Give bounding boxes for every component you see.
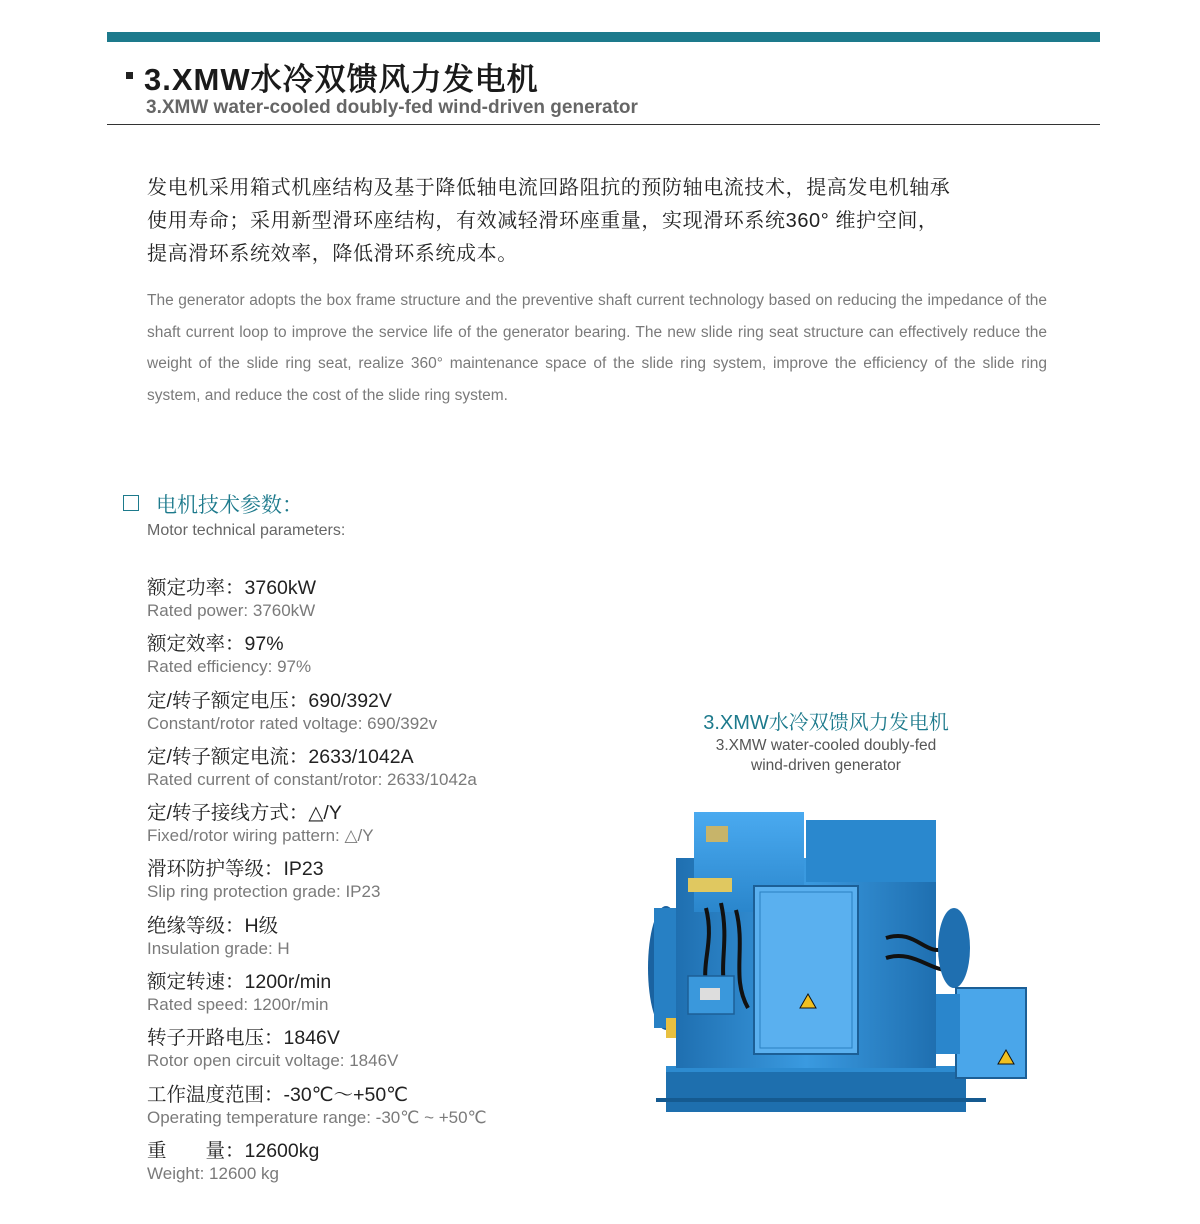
parameter-zh: 额定转速：1200r/min <box>147 971 332 994</box>
parameter-en: Insulation grade: H <box>147 938 290 958</box>
image-caption-en <box>660 736 992 776</box>
parameter-zh: 转子开路电压：1846V <box>147 1027 340 1050</box>
parameter-item <box>147 690 627 746</box>
description-zh-line: 提高滑环系统效率，降低滑环系统成本。 <box>147 243 518 265</box>
parameter-en: Fixed/rotor wiring pattern: △/Y <box>147 826 374 846</box>
section-subtitle: Motor technical parameters: <box>147 522 346 539</box>
square-bullet-icon <box>126 72 133 79</box>
parameter-en: Rated current of constant/rotor: 2633/1042a <box>147 769 477 789</box>
parameter-zh: 定/转子额定电流：2633/1042A <box>147 745 414 768</box>
parameter-item <box>147 971 627 1027</box>
parameter-en: Rated speed: 1200r/min <box>147 995 329 1015</box>
page-title: 3.XMW水冷双馈风力发电机 <box>144 62 539 97</box>
description-zh <box>147 172 1052 271</box>
parameter-item <box>147 577 627 633</box>
parameter-item <box>147 1027 627 1083</box>
square-outline-icon <box>123 495 139 511</box>
description-zh-line: 使用寿命；采用新型滑环座结构，有效减轻滑环座重量，实现滑环系统360° 维护空间， <box>147 210 939 232</box>
generator-photo <box>636 798 1056 1120</box>
parameter-en: Constant/rotor rated voltage: 690/392v <box>147 713 438 733</box>
parameter-en: Rotor open circuit voltage: 1846V <box>147 1051 399 1071</box>
parameter-en: Operating temperature range: -30℃ ~ +50℃ <box>147 1107 487 1127</box>
parameter-zh: 滑环防护等级：IP23 <box>147 858 324 881</box>
parameter-zh: 绝缘等级：H级 <box>147 914 279 937</box>
description-en: The generator adopts the box frame structure and the preventive shaft current technology based on reducing the impedance of the shaft current loop to improve the service life of the generator bearing. The new slide ring seat structure can effectively reduce the weight of the slide ring seat, realize 360° maintenance space of the slide ring system, improve the efficiency of the slide ring system, and reduce the cost of the slide ring system. <box>147 292 1047 404</box>
parameter-item <box>147 633 627 689</box>
parameter-zh: 重 量：12600kg <box>147 1139 320 1162</box>
image-caption-zh: 3.XMW水冷双馈风力发电机 <box>703 712 949 734</box>
parameter-en: Rated efficiency: 97% <box>147 657 312 677</box>
image-caption-en-line: wind-driven generator <box>751 757 901 774</box>
page-subtitle: 3.XMW water-cooled doubly-fed wind-driven generator <box>146 97 638 118</box>
parameter-zh: 工作温度范围：-30℃～+50℃ <box>147 1083 409 1106</box>
parameter-item <box>147 1140 627 1196</box>
header-divider <box>107 124 1100 125</box>
parameter-en: Rated power: 3760kW <box>147 601 316 620</box>
top-accent-bar <box>107 32 1100 42</box>
image-caption-en-line: 3.XMW water-cooled doubly-fed <box>715 737 937 754</box>
parameter-item <box>147 802 627 858</box>
parameter-item <box>147 915 627 971</box>
parameter-en: Slip ring protection grade: IP23 <box>147 882 381 902</box>
parameter-en: Weight: 12600 kg <box>147 1163 279 1183</box>
description-zh-line: 发电机采用箱式机座结构及基于降低轴电流回路阻抗的预防轴电流技术，提高发电机轴承 <box>147 177 951 199</box>
parameter-item <box>147 746 627 802</box>
parameter-zh: 定/转子接线方式：△/Y <box>147 802 342 825</box>
parameter-list <box>147 577 627 1196</box>
section-title: 电机技术参数： <box>156 494 303 517</box>
parameter-zh: 额定功率：3760kW <box>147 577 317 599</box>
parameter-zh: 定/转子额定电压：690/392V <box>147 689 392 712</box>
parameter-zh: 额定效率：97% <box>147 633 284 656</box>
parameter-item <box>147 1084 627 1140</box>
parameter-item <box>147 858 627 914</box>
